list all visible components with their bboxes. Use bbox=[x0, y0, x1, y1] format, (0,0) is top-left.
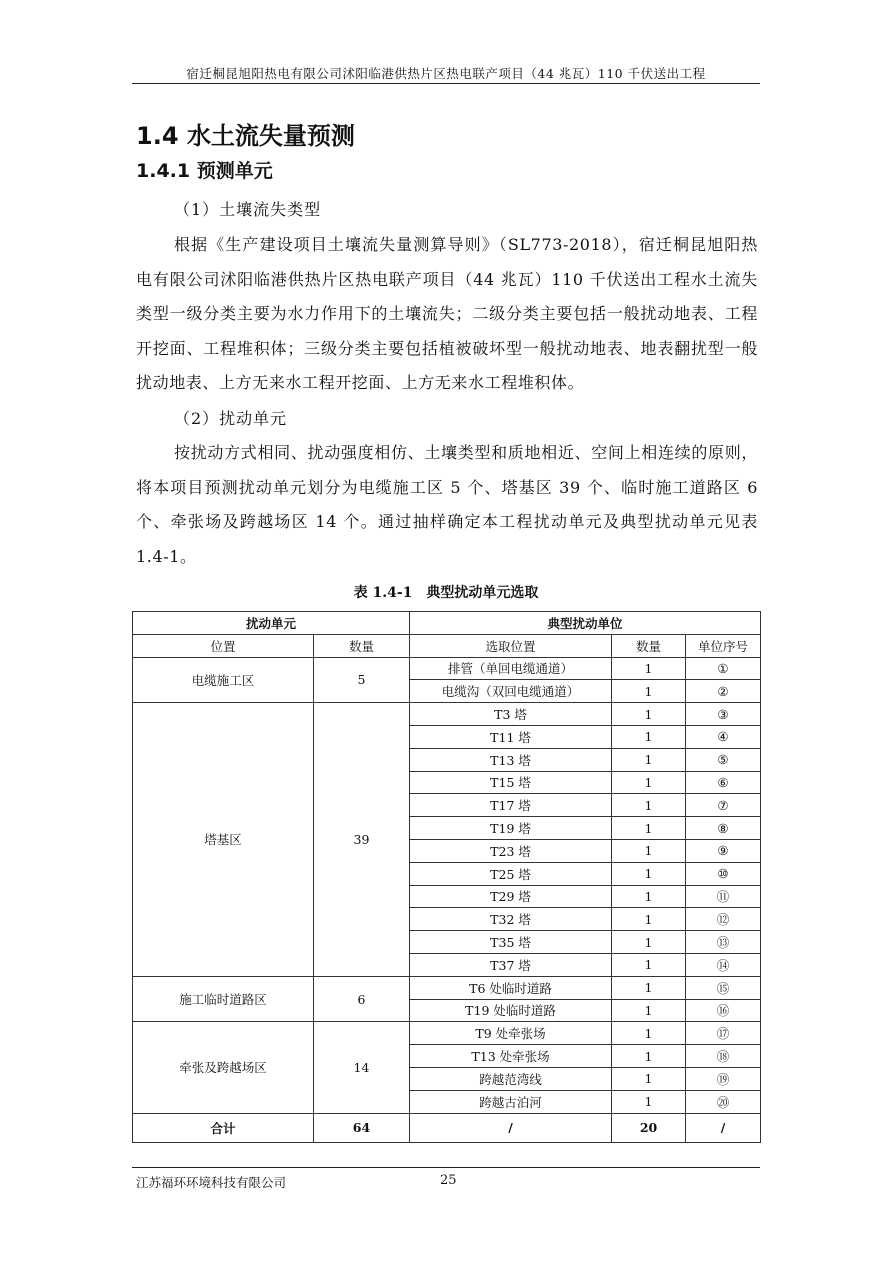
cell-count: 39 bbox=[314, 703, 410, 977]
cell-quantity: 1 bbox=[612, 771, 686, 794]
cell-unit-number: ⑪ bbox=[686, 885, 761, 908]
subsection-heading: 1.4.1 预测单元 bbox=[136, 160, 273, 182]
cell-quantity: 1 bbox=[612, 976, 686, 999]
cell-selected-site: 跨越古泊河 bbox=[410, 1090, 612, 1113]
cell-unit-number: ⑦ bbox=[686, 794, 761, 817]
cell-unit-number: ⑬ bbox=[686, 931, 761, 954]
table-row bbox=[133, 976, 761, 999]
cell-selected-site: 排管（单回电缆通道） bbox=[410, 657, 612, 680]
group-header-disturbance-unit: 扰动单元 bbox=[133, 612, 410, 635]
cell-selected-site: T35 塔 bbox=[410, 931, 612, 954]
cell-quantity: 1 bbox=[612, 1022, 686, 1045]
cell-selected-site: T19 塔 bbox=[410, 817, 612, 840]
cell-unit-number: ⑤ bbox=[686, 748, 761, 771]
cell-count: 14 bbox=[314, 1022, 410, 1113]
cell-selected-site: T29 塔 bbox=[410, 885, 612, 908]
cell-unit-number: ⑳ bbox=[686, 1090, 761, 1113]
part2-paragraph: 按扰动方式相同、扰动强度相仿、土壤类型和质地相近、空间上相连续的原则，将本项目预测扰动单元划分为电缆施工区 5 个、塔基区 39 个、临时施工道路区 6 个、牵张场及跨越场区 14 个。通过抽样确定本工程扰动单元及典型扰动单元见表 1.4-1。 bbox=[136, 443, 758, 566]
cell-quantity: 1 bbox=[612, 885, 686, 908]
cell-selected-site: 电缆沟（双回电缆通道） bbox=[410, 680, 612, 703]
table-caption: 表 1.4-1 典型扰动单元选取 bbox=[353, 585, 539, 601]
part2-title: （2）扰动单元 bbox=[174, 409, 288, 428]
cell-quantity: 1 bbox=[612, 748, 686, 771]
page-header-title: 宿迁桐昆旭阳热电有限公司沭阳临港供热片区热电联产项目（44 兆瓦）110 千伏送出工程 bbox=[186, 66, 706, 81]
cell-unit-number: ⑱ bbox=[686, 1045, 761, 1068]
column-header-unit-number: 单位序号 bbox=[686, 634, 761, 657]
cell-quantity: 1 bbox=[612, 703, 686, 726]
cell-quantity: 1 bbox=[612, 680, 686, 703]
group-header-typical-unit: 典型扰动单位 bbox=[410, 612, 761, 635]
cell-quantity: 1 bbox=[612, 817, 686, 840]
part1-paragraph: 根据《生产建设项目土壤流失量测算导则》（SL773-2018），宿迁桐昆旭阳热电有限公司沭阳临港供热片区热电联产项目（44 兆瓦）110 千伏送出工程水土流失类型一级分类主要为水力作用下的土壤流失；二级分类主要包括一般扰动地表、工程开挖面、工程堆积体；三级分类主要包括植被破坏型一般扰动地表、地表翻扰型一般扰动地表、上方无来水工程开挖面、上方无来水工程堆积体。 bbox=[136, 235, 758, 392]
cell-selected-site: T17 塔 bbox=[410, 794, 612, 817]
cell-quantity: 1 bbox=[612, 862, 686, 885]
column-header-location: 位置 bbox=[133, 634, 314, 657]
cell-selected-site: T32 塔 bbox=[410, 908, 612, 931]
table-row bbox=[133, 703, 761, 726]
cell-quantity: 1 bbox=[612, 953, 686, 976]
cell-quantity: 1 bbox=[612, 1090, 686, 1113]
cell-selected-site: T13 塔 bbox=[410, 748, 612, 771]
table-row bbox=[133, 657, 761, 680]
table-row bbox=[133, 1022, 761, 1045]
cell-location: 电缆施工区 bbox=[133, 657, 314, 703]
cell-selected-site: 跨越范湾线 bbox=[410, 1067, 612, 1090]
cell-quantity: 1 bbox=[612, 725, 686, 748]
cell-location: 牵张及跨越场区 bbox=[133, 1022, 314, 1113]
cell-unit-number: ④ bbox=[686, 725, 761, 748]
total-unit-number: / bbox=[686, 1113, 761, 1142]
cell-unit-number: ⑩ bbox=[686, 862, 761, 885]
cell-selected-site: T23 塔 bbox=[410, 839, 612, 862]
column-header-selected-site: 选取位置 bbox=[410, 634, 612, 657]
total-row bbox=[133, 1113, 761, 1142]
cell-unit-number: ⑨ bbox=[686, 839, 761, 862]
cell-quantity: 1 bbox=[612, 908, 686, 931]
cell-selected-site: T25 塔 bbox=[410, 862, 612, 885]
cell-unit-number: ⑯ bbox=[686, 999, 761, 1022]
total-quantity: 20 bbox=[612, 1113, 686, 1142]
cell-selected-site: T3 塔 bbox=[410, 703, 612, 726]
total-site: / bbox=[410, 1113, 612, 1142]
total-label: 合计 bbox=[133, 1113, 314, 1142]
column-header-quantity: 数量 bbox=[612, 634, 686, 657]
part1-title: （1）土壤流失类型 bbox=[174, 200, 322, 219]
cell-unit-number: ⑫ bbox=[686, 908, 761, 931]
total-count: 64 bbox=[314, 1113, 410, 1142]
cell-quantity: 1 bbox=[612, 657, 686, 680]
header-divider bbox=[132, 83, 760, 84]
cell-location: 塔基区 bbox=[133, 703, 314, 977]
cell-selected-site: T37 塔 bbox=[410, 953, 612, 976]
cell-selected-site: T11 塔 bbox=[410, 725, 612, 748]
cell-unit-number: ⑮ bbox=[686, 976, 761, 999]
cell-quantity: 1 bbox=[612, 999, 686, 1022]
cell-selected-site: T9 处牵张场 bbox=[410, 1022, 612, 1045]
cell-selected-site: T15 塔 bbox=[410, 771, 612, 794]
cell-selected-site: T19 处临时道路 bbox=[410, 999, 612, 1022]
table-body bbox=[133, 657, 761, 1142]
cell-selected-site: T13 处牵张场 bbox=[410, 1045, 612, 1068]
cell-quantity: 1 bbox=[612, 1045, 686, 1068]
cell-unit-number: ③ bbox=[686, 703, 761, 726]
cell-selected-site: T6 处临时道路 bbox=[410, 976, 612, 999]
cell-unit-number: ⑧ bbox=[686, 817, 761, 840]
cell-unit-number: ② bbox=[686, 680, 761, 703]
footer-company: 江苏福环环境科技有限公司 bbox=[136, 1175, 287, 1190]
cell-unit-number: ⑥ bbox=[686, 771, 761, 794]
column-header-count: 数量 bbox=[314, 634, 410, 657]
footer-divider bbox=[132, 1167, 760, 1168]
cell-count: 5 bbox=[314, 657, 410, 703]
cell-unit-number: ⑭ bbox=[686, 953, 761, 976]
cell-quantity: 1 bbox=[612, 794, 686, 817]
section-heading: 1.4 水土流失量预测 bbox=[136, 122, 355, 150]
cell-unit-number: ① bbox=[686, 657, 761, 680]
cell-unit-number: ⑲ bbox=[686, 1067, 761, 1090]
disturbance-unit-table bbox=[132, 611, 761, 1143]
cell-unit-number: ⑰ bbox=[686, 1022, 761, 1045]
cell-count: 6 bbox=[314, 976, 410, 1022]
cell-quantity: 1 bbox=[612, 931, 686, 954]
cell-quantity: 1 bbox=[612, 1067, 686, 1090]
page-number: 25 bbox=[440, 1173, 457, 1188]
cell-location: 施工临时道路区 bbox=[133, 976, 314, 1022]
cell-quantity: 1 bbox=[612, 839, 686, 862]
